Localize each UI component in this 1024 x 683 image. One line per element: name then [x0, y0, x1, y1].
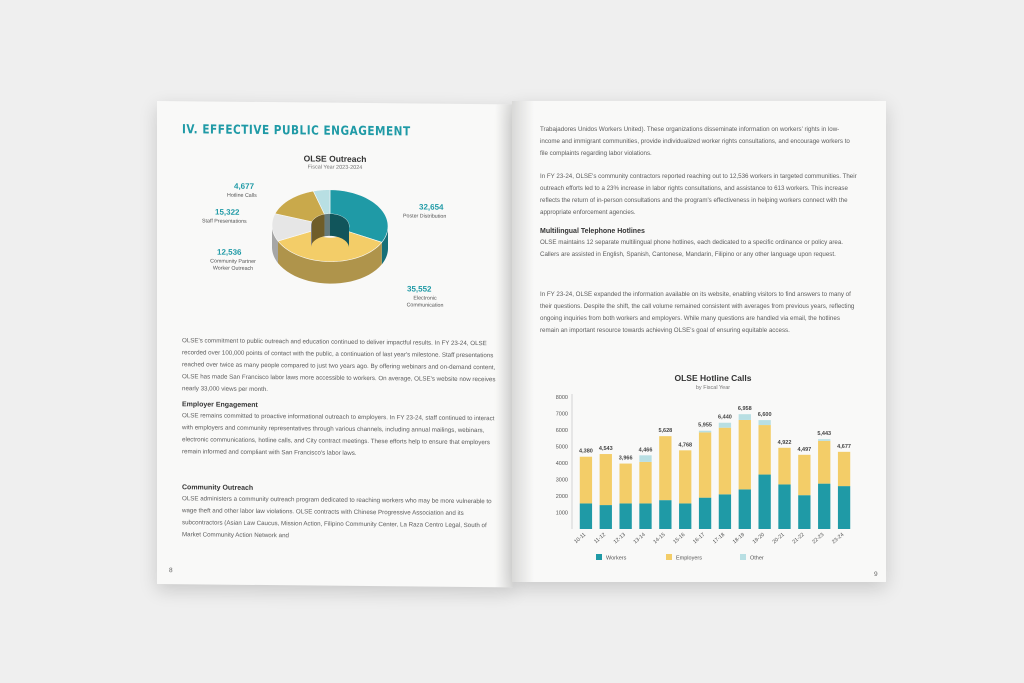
legend-swatch-workers: [596, 554, 602, 560]
bar-total-label: 5,955: [698, 422, 712, 429]
legend-label-other: Other: [750, 555, 764, 562]
bar-other-16-17: [699, 431, 711, 433]
donut-value-poster: 32,654: [419, 202, 444, 212]
hotline-calls-chart: [536, 369, 866, 569]
community-paragraph: OLSE administers a community outreach program dedicated to reaching workers who may be more vulnerable to wage theft and other labor law violations. OLSE contracts with Chinese Progressive Association and its subcontractors (Asian Law Caucus, Mission Action, Filipino Community Center, La Raza Centro Legal, South of Market Community Action Network and: [182, 495, 492, 540]
bar-total-label: 5,443: [817, 431, 832, 438]
bar-employers-12-13: [619, 464, 631, 504]
bar-workers-23-24: [838, 486, 850, 529]
x-tick-label: 15-16: [672, 531, 687, 546]
bar-workers-16-17: [699, 498, 711, 529]
bar-workers-15-16: [679, 503, 691, 529]
x-tick-label: 17-18: [711, 531, 727, 546]
bar-other-17-18: [719, 423, 731, 428]
donut-value-hotline: 4,677: [234, 181, 255, 191]
x-tick-label: 10-11: [573, 531, 588, 545]
bar-other-22-23: [818, 439, 830, 441]
bar-employers-17-18: [719, 428, 731, 495]
employer-paragraph: OLSE remains committed to proactive informational outreach to employers. In FY 23-24, staff continued to interact with employers and community representatives through various channels, including annual mailings, webinars, electronic communications, hotline calls, and City contract meetings. These efforts help to ensure that employers remain informed and compliant with San Francisco's labor laws.: [182, 412, 495, 457]
bar-total-label: 4,380: [579, 448, 593, 455]
bar-workers-14-15: [659, 500, 671, 529]
right-page: [512, 101, 886, 582]
donut-subtitle: Fiscal Year 2023-2024: [307, 164, 363, 171]
donut-label-poster: Poster Distribution: [403, 213, 447, 220]
bar-employers-11-12: [600, 454, 612, 505]
x-tick-label: 23-24: [831, 531, 846, 546]
hotline-paragraph: OLSE maintains 12 separate multilingual phone hotlines, each dedicated to a specific ordinance or policy area. Callers are assisted in English, Spanish, Cantonese, Mandarin, Filipino or any other language upon request.: [540, 239, 844, 258]
bar-employers-18-19: [739, 420, 751, 489]
bar-workers-13-14: [639, 503, 651, 529]
bar-total-label: 6,600: [757, 412, 772, 419]
bar-employers-22-23: [818, 441, 830, 484]
section-title: IV. EFFECTIVE PUBLIC ENGAGEMENT: [182, 121, 411, 139]
x-tick-label: 12-13: [612, 531, 627, 546]
bar-employers-15-16: [679, 450, 691, 503]
legend-label-employers: Employers: [676, 555, 702, 562]
intro-block: [182, 335, 500, 398]
bar-other-19-20: [758, 420, 770, 425]
x-tick-label: 19-20: [751, 531, 766, 546]
bar-workers-21-22: [798, 495, 810, 529]
x-tick-label: 18-19: [731, 531, 747, 546]
legend-swatch-other: [740, 554, 746, 560]
y-tick-label: 1000: [555, 510, 568, 517]
bar-workers-20-21: [778, 484, 790, 529]
employer-block: [182, 401, 500, 461]
bar-total-label: 4,677: [837, 443, 851, 450]
bar-chart-title: OLSE Hotline Calls: [674, 373, 752, 383]
bar-total-label: 4,466: [638, 447, 653, 454]
y-tick-label: 3000: [555, 477, 568, 484]
y-tick-label: 2000: [555, 494, 568, 500]
legend-swatch-employers: [666, 554, 672, 560]
x-tick-label: 11-12: [593, 531, 608, 545]
hotline-heading: Multilingual Telephone Hotlines: [540, 228, 645, 235]
donut-title: OLSE Outreach: [303, 153, 367, 165]
bar-workers-17-18: [719, 494, 731, 529]
bar-employers-20-21: [778, 448, 790, 485]
bar-employers-23-24: [838, 452, 850, 486]
y-tick-label: 6000: [555, 428, 568, 434]
bar-employers-16-17: [699, 432, 711, 497]
community-heading: Community Outreach: [182, 484, 254, 492]
bar-workers-12-13: [619, 503, 631, 529]
x-tick-label: 22-23: [811, 531, 826, 546]
x-tick-label: 14-15: [652, 531, 667, 546]
bar-employers-14-15: [659, 436, 671, 500]
bar-workers-22-23: [818, 484, 830, 529]
page-number-left: 8: [169, 567, 173, 575]
donut-label-community: Community Partner Worker Outreach: [210, 258, 256, 272]
bar-employers-13-14: [639, 462, 651, 504]
community-block: [182, 484, 500, 544]
bar-total-label: 4,543: [598, 446, 613, 453]
bar-employers-10-11: [580, 457, 592, 504]
bar-total-label: 6,958: [737, 406, 752, 413]
bar-workers-18-19: [739, 489, 751, 529]
bar-workers-11-12: [600, 505, 612, 529]
donut-value-electronic: 35,552: [407, 284, 432, 294]
right-paragraph-4: In FY 23-24, OLSE expanded the information available on its website, enabling visitors to find answers to many of their questions. Despite the shift, the call volume remained consistent with averages from previous years, reflecting ongoing inquiries from both workers and employers. While many questions are handled via email, the hotlines remain an important resource towards achieving OLSE's goal of ensuring equitable access.: [540, 291, 855, 334]
y-tick-label: 4000: [555, 461, 568, 467]
bar-total-label: 5,628: [658, 428, 673, 435]
right-paragraph-2: In FY 23-24, OLSE's community contractors reported reaching out to 12,536 workers in targeted communities. Their outreach efforts led to a 23% increase in labor rights consultations, and assistance to 613 workers. This increase reflects the return of in-person consultations and the program's effectiveness in helping workers connect with the appropriate enforcement agencies.: [540, 173, 857, 216]
page-number-right: 9: [874, 571, 878, 578]
donut-label-hotline: Hotline Calls: [227, 192, 257, 199]
hotline-block: [540, 228, 858, 261]
right-gutter-shadow: [512, 101, 534, 582]
bar-chart-subtitle: by Fiscal Year: [695, 385, 731, 391]
x-tick-label: 16-17: [692, 531, 707, 546]
outreach-donut-chart: [265, 180, 395, 301]
donut-hole-wall: [311, 222, 312, 248]
bar-other-18-19: [739, 414, 751, 420]
donut-hole-wall: [325, 214, 330, 237]
bar-workers-19-20: [758, 475, 770, 529]
y-tick-label: 5000: [555, 444, 568, 451]
legend-label-workers: Workers: [606, 555, 627, 562]
employer-heading: Employer Engagement: [182, 401, 258, 409]
bar-workers-10-11: [580, 503, 592, 529]
x-tick-label: 21-22: [791, 531, 806, 546]
y-tick-label: 8000: [555, 395, 568, 401]
donut-value-staff: 15,322: [215, 207, 240, 217]
left-page: [157, 101, 513, 587]
bar-total-label: 6,440: [718, 414, 732, 421]
intro-paragraph: OLSE's commitment to public outreach and education continued to deliver impactful results. In FY 23-24, OLSE recorded over 100,000 points of contact with the public, a continuation of last year's milestone. Staff presentations reached over twice as many people compared to just two years ago. By offering webinars and on-demand content, OLSE has made San Francisco labor laws more accessible to workers. On average, OLSE's website now receives nearly 33,000 views per month.: [182, 337, 496, 394]
donut-label-electronic: Electronic Communication: [406, 295, 444, 309]
right-paragraph-1: Trabajadores Unidos Workers United). These organizations disseminate information on workers' rights in low-income and immigrant communities, provide individualized worker rights consultations, and encourage workers to file complaints regarding labor violations.: [540, 126, 850, 157]
bar-total-label: 4,922: [777, 439, 792, 446]
x-tick-label: 13-14: [632, 531, 647, 546]
bar-other-13-14: [639, 455, 651, 462]
bar-employers-19-20: [758, 425, 770, 475]
y-tick-label: 7000: [555, 411, 568, 418]
bar-employers-21-22: [798, 455, 810, 495]
bar-total-label: 4,497: [797, 446, 812, 453]
donut-label-staff: Staff Presentations: [202, 218, 247, 225]
x-tick-label: 20-21: [771, 531, 786, 546]
bar-total-label: 3,966: [618, 455, 633, 462]
donut-value-community: 12,536: [217, 247, 242, 257]
bar-total-label: 4,768: [678, 442, 693, 449]
